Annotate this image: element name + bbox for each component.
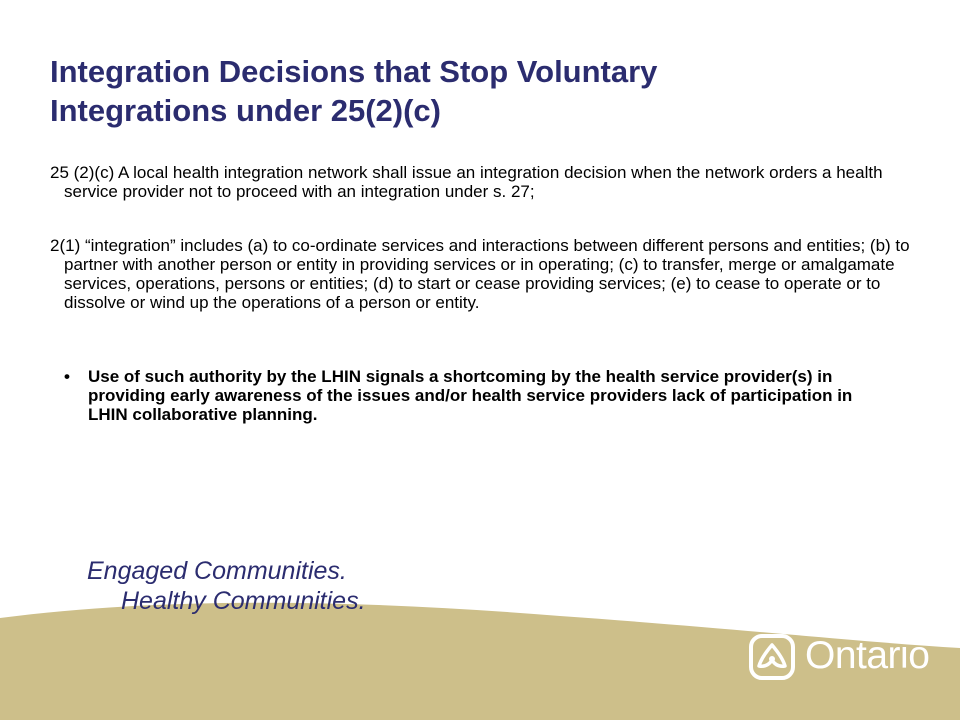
ontario-logo-text: Ontario (805, 634, 930, 677)
tagline-line-1: Engaged Communities. (87, 557, 347, 585)
paragraph-25-2-c: 25 (2)(c) A local health integration network shall issue an integration decision when the network orders a health service provider not to proceed with an integration under s. 27; (50, 163, 883, 201)
bullet-text: Use of such authority by the LHIN signals a shortcoming by the health service provider(s) in providing early awareness of the issues and/or health service providers lack of participation in LHIN collaborative planning. (88, 367, 853, 424)
paragraph-2-1-definition: 2(1) “integration” includes (a) to co-ordinate services and interactions between different persons and entities; (b) to partner with another person or entity in providing services or in operating; (c) to transfer, merge or amalgamate services, operations, persons or entities; (d) to start or cease providing services; (e) to cease to operate or to dissolve or wind up the operations of a person or entity. (50, 236, 910, 312)
slide-title-line-1: Integration Decisions that Stop Voluntary (50, 54, 658, 89)
slide-title-line-2: Integrations under 25(2)(c) (50, 93, 441, 128)
tagline-line-2: Healthy Communities. (121, 587, 366, 615)
bullet-glyph: • (64, 367, 70, 386)
